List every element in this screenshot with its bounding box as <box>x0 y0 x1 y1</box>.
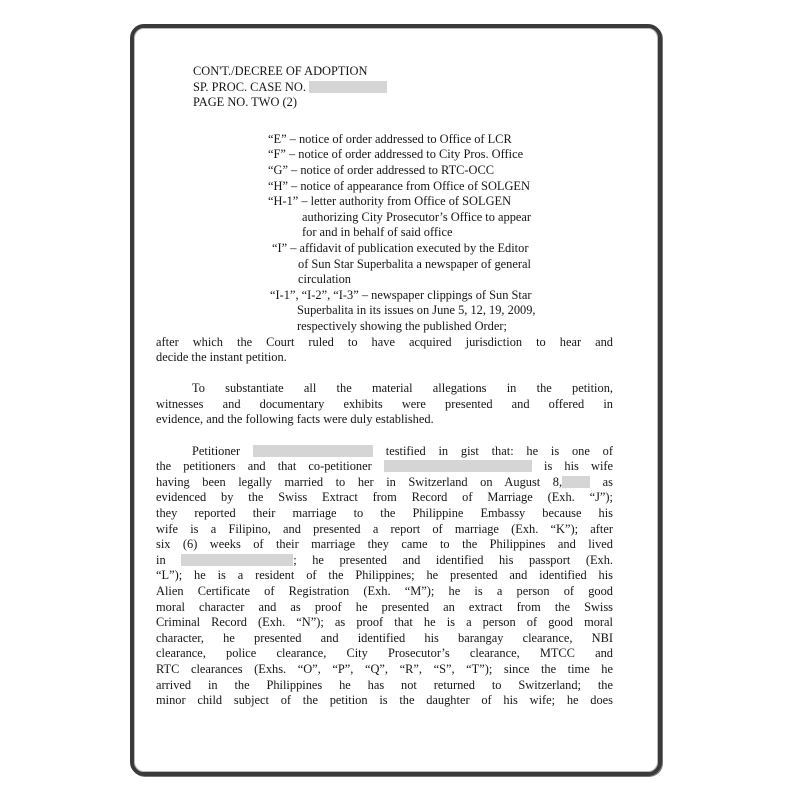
exhibit-line: Superbalita in its issues on June 5, 12, 19, 2009, <box>297 303 536 318</box>
text-line: after which the Court ruled to have acquired jurisdiction to hear and <box>156 334 613 349</box>
header-title: CON'T./DECREE OF ADOPTION <box>193 64 368 78</box>
text-fragment: the petitioners and that co-petitioner <box>156 459 372 474</box>
paragraph-petitioner-testimony <box>156 444 613 709</box>
text-fragment: is his wife <box>544 459 614 474</box>
text-line <box>156 553 613 569</box>
redaction-box <box>181 554 293 566</box>
redaction-box <box>309 81 387 93</box>
text-line: “L”); he is a resident of the Philippines; he presented and identified his <box>156 568 613 583</box>
text-line: they reported their marriage to the Philippine Embassy because his <box>156 506 613 521</box>
text-fragment: as <box>602 474 613 489</box>
exhibit-line: circulation <box>298 272 351 287</box>
text-line: wife is a Filipino, and presented a report of marriage (Exh. “K”); after <box>156 521 613 536</box>
exhibit-line: “E” – notice of order addressed to Office of LCR <box>268 131 512 146</box>
text-fragment: in <box>156 552 166 567</box>
text-fragment: testified in gist that: he is one of <box>385 443 613 458</box>
exhibit-line: “I-1”, “I-2”, “I-3” – newspaper clippings of Sun Star <box>270 287 532 302</box>
text-line: minor child subject of the petition is the daughter of his wife; he does <box>156 693 613 708</box>
redaction-box <box>562 476 590 488</box>
exhibit-list <box>193 132 613 335</box>
text-fragment: Petitioner <box>192 443 241 458</box>
redaction-box <box>253 445 373 457</box>
text-line: To substantiate all the material allegations in the petition, <box>192 381 613 396</box>
exhibit-line: of Sun Star Superbalita a newspaper of general <box>298 256 531 271</box>
header-case-number <box>193 80 613 96</box>
text-line <box>156 475 613 491</box>
text-line: arrived in the Philippines he has not returned to Switzerland; the <box>156 677 613 692</box>
header-page-number: PAGE NO. TWO (2) <box>193 95 297 110</box>
spacer <box>193 428 613 444</box>
text-line: Alien Certificate of Registration (Exh. “M”); he is a person of good <box>156 584 613 598</box>
text-line: evidence, and the following facts were duly established. <box>156 412 434 427</box>
text-line <box>156 459 613 475</box>
exhibit-line: authorizing City Prosecutor’s Office to appear <box>302 209 532 224</box>
paragraph-substantiate <box>156 381 613 428</box>
exhibit-line: “F” – notice of order addressed to City Pros. Office <box>268 147 524 162</box>
exhibit-line: “I” – affidavit of publication executed by the Editor <box>272 240 529 255</box>
text-line: moral character and as proof he presented an extract from the Swiss <box>156 599 613 614</box>
text-line: RTC clearances (Exhs. “O”, “P”, “Q”, “R”, “S”, “T”); since the time he <box>156 661 613 676</box>
document-body <box>156 64 614 709</box>
text-fragment: having been legally married to her in Switzerland on August 8, <box>156 474 563 489</box>
text-line: evidenced by the Swiss Extract from Record of Marriage (Exh. “J”); <box>156 490 613 505</box>
text-line: witnesses and documentary exhibits were presented and offered in <box>156 396 613 411</box>
spacer <box>193 366 613 382</box>
case-number-label: SP. PROC. CASE NO. <box>193 79 306 94</box>
exhibit-line: “H” – notice of appearance from Office of SOLGEN <box>268 178 530 193</box>
exhibit-line: “H-1” – letter authority from Office of SOLGEN <box>268 194 512 209</box>
text-line: clearance, police clearance, City Prosecutor’s clearance, MTCC and <box>156 646 613 661</box>
exhibit-line: respectively showing the published Order; <box>297 318 507 333</box>
paragraph-jurisdiction <box>156 335 613 366</box>
exhibit-line: “G” – notice of order addressed to RTC-OCC <box>268 162 495 177</box>
text-fragment: ; he presented and identified his passport (Exh. <box>293 552 613 567</box>
text-line: decide the instant petition. <box>156 350 287 365</box>
document-header <box>193 64 613 111</box>
exhibit-line: for and in behalf of said office <box>302 225 453 240</box>
text-line: character, he presented and identified his barangay clearance, NBI <box>156 630 613 645</box>
redaction-box <box>384 460 532 472</box>
text-line: Criminal Record (Exh. “N”); as proof that he is a person of good moral <box>156 615 613 630</box>
text-line: six (6) weeks of their marriage they came to the Philippines and lived <box>156 537 613 552</box>
text-line <box>156 444 613 460</box>
